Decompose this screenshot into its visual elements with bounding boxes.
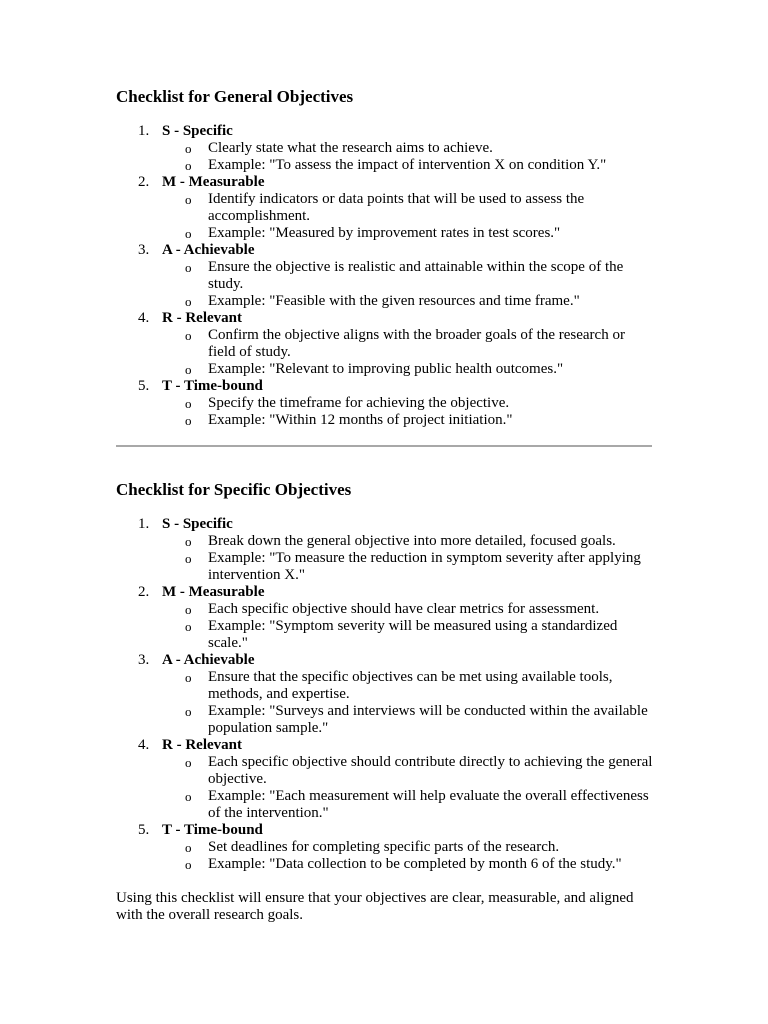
circle-bullet-icon: o	[185, 413, 192, 428]
specific-objectives-list	[116, 516, 656, 873]
item-number: 5.	[138, 378, 150, 394]
circle-bullet-icon: o	[185, 362, 192, 377]
sub-item-text: Example: "Relevant to improving public health outcomes."	[208, 361, 564, 377]
sub-item-text: Example: "Within 12 months of project initiation."	[208, 412, 513, 428]
item-heading: M - Measurable	[162, 584, 265, 600]
sub-list-item	[162, 395, 656, 412]
sub-item-text: Each specific objective should have clear metrics for assessment.	[208, 601, 600, 617]
item-number: 5.	[138, 822, 150, 838]
general-objectives-list	[116, 123, 656, 429]
sub-item-text: Example: "Data collection to be completed by month 6 of the study."	[208, 856, 622, 872]
sub-list-item	[162, 327, 656, 361]
sub-list-item	[162, 618, 656, 652]
sub-list-item	[162, 140, 656, 157]
item-heading: S - Specific	[162, 516, 233, 532]
sub-item-text: Each specific objective should contribute directly to achieving the general objective.	[208, 754, 653, 787]
item-heading: A - Achievable	[162, 652, 255, 668]
sub-list-item	[162, 703, 656, 737]
checklist-item	[116, 174, 656, 242]
circle-bullet-icon: o	[185, 260, 192, 275]
sub-list-item	[162, 550, 656, 584]
circle-bullet-icon: o	[185, 602, 192, 617]
item-heading: R - Relevant	[162, 737, 242, 753]
checklist-item	[116, 242, 656, 310]
checklist-item	[116, 123, 656, 174]
item-number: 2.	[138, 584, 150, 600]
circle-bullet-icon: o	[185, 704, 192, 719]
sub-item-text: Specify the timeframe for achieving the objective.	[208, 395, 510, 411]
sub-list-item	[162, 788, 656, 822]
sub-item-text: Ensure the objective is realistic and attainable within the scope of the study.	[208, 259, 624, 292]
sub-list-item	[162, 191, 656, 225]
checklist-item	[116, 822, 656, 873]
checklist-item	[116, 378, 656, 429]
closing-paragraph: Using this checklist will ensure that your objectives are clear, measurable, and aligned with the overall research goals.	[116, 890, 634, 923]
sub-list	[162, 669, 656, 737]
circle-bullet-icon: o	[185, 619, 192, 634]
circle-bullet-icon: o	[185, 755, 192, 770]
specific-objectives-section	[116, 479, 656, 501]
item-number: 3.	[138, 652, 150, 668]
sub-list-item	[162, 259, 656, 293]
circle-bullet-icon: o	[185, 226, 192, 241]
sub-item-text: Identify indicators or data points that will be used to assess the accomplishment.	[208, 191, 585, 224]
sub-item-text: Clearly state what the research aims to achieve.	[208, 140, 493, 156]
sub-list-item	[162, 293, 656, 310]
sub-list-item	[162, 754, 656, 788]
item-number: 1.	[138, 516, 150, 532]
checklist-item	[116, 652, 656, 737]
sub-item-text: Example: "To measure the reduction in symptom severity after applying intervention X."	[208, 550, 641, 583]
sub-list	[162, 259, 656, 310]
sub-list-item	[162, 225, 656, 242]
sub-list-item	[162, 157, 656, 174]
item-heading: R - Relevant	[162, 310, 242, 326]
circle-bullet-icon: o	[185, 328, 192, 343]
sub-item-text: Example: "Feasible with the given resources and time frame."	[208, 293, 580, 309]
sub-list-item	[162, 601, 656, 618]
sub-list	[162, 140, 656, 174]
circle-bullet-icon: o	[185, 857, 192, 872]
sub-list-item	[162, 856, 656, 873]
checklist-item	[116, 310, 656, 378]
section-title-specific: Checklist for Specific Objectives	[116, 480, 352, 499]
item-number: 3.	[138, 242, 150, 258]
sub-list-item	[162, 412, 656, 429]
sub-list	[162, 601, 656, 652]
circle-bullet-icon: o	[185, 670, 192, 685]
item-heading: S - Specific	[162, 123, 233, 139]
sub-item-text: Example: "Symptom severity will be measured using a standardized scale."	[208, 618, 618, 651]
circle-bullet-icon: o	[185, 158, 192, 173]
sub-item-text: Example: "Each measurement will help evaluate the overall effectiveness of the intervention."	[208, 788, 649, 821]
item-heading: T - Time-bound	[162, 822, 263, 838]
section-divider	[116, 445, 652, 447]
circle-bullet-icon: o	[185, 294, 192, 309]
sub-list	[162, 533, 656, 584]
sub-list	[162, 191, 656, 242]
item-number: 4.	[138, 737, 150, 753]
item-number: 2.	[138, 174, 150, 190]
circle-bullet-icon: o	[185, 192, 192, 207]
circle-bullet-icon: o	[185, 840, 192, 855]
circle-bullet-icon: o	[185, 141, 192, 156]
general-objectives-section	[116, 86, 656, 108]
sub-item-text: Example: "Surveys and interviews will be conducted within the available population sample."	[208, 703, 648, 736]
sub-item-text: Break down the general objective into more detailed, focused goals.	[208, 533, 616, 549]
sub-item-text: Confirm the objective aligns with the broader goals of the research or field of study.	[208, 327, 625, 360]
sub-item-text: Example: "To assess the impact of intervention X on condition Y."	[208, 157, 607, 173]
sub-list-item	[162, 839, 656, 856]
sub-list	[162, 395, 656, 429]
item-heading: T - Time-bound	[162, 378, 263, 394]
item-number: 1.	[138, 123, 150, 139]
sub-list-item	[162, 533, 656, 550]
sub-list	[162, 327, 656, 378]
sub-item-text: Set deadlines for completing specific parts of the research.	[208, 839, 560, 855]
checklist-item	[116, 516, 656, 584]
item-number: 4.	[138, 310, 150, 326]
checklist-item	[116, 584, 656, 652]
item-heading: A - Achievable	[162, 242, 255, 258]
sub-list-item	[162, 361, 656, 378]
circle-bullet-icon: o	[185, 551, 192, 566]
sub-list	[162, 754, 656, 822]
sub-item-text: Ensure that the specific objectives can be met using available tools, methods, and expertise.	[208, 669, 613, 702]
item-heading: M - Measurable	[162, 174, 265, 190]
checklist-item	[116, 737, 656, 822]
section-title-general: Checklist for General Objectives	[116, 87, 354, 106]
sub-list-item	[162, 669, 656, 703]
circle-bullet-icon: o	[185, 534, 192, 549]
circle-bullet-icon: o	[185, 396, 192, 411]
circle-bullet-icon: o	[185, 789, 192, 804]
sub-item-text: Example: "Measured by improvement rates in test scores."	[208, 225, 561, 241]
sub-list	[162, 839, 656, 873]
